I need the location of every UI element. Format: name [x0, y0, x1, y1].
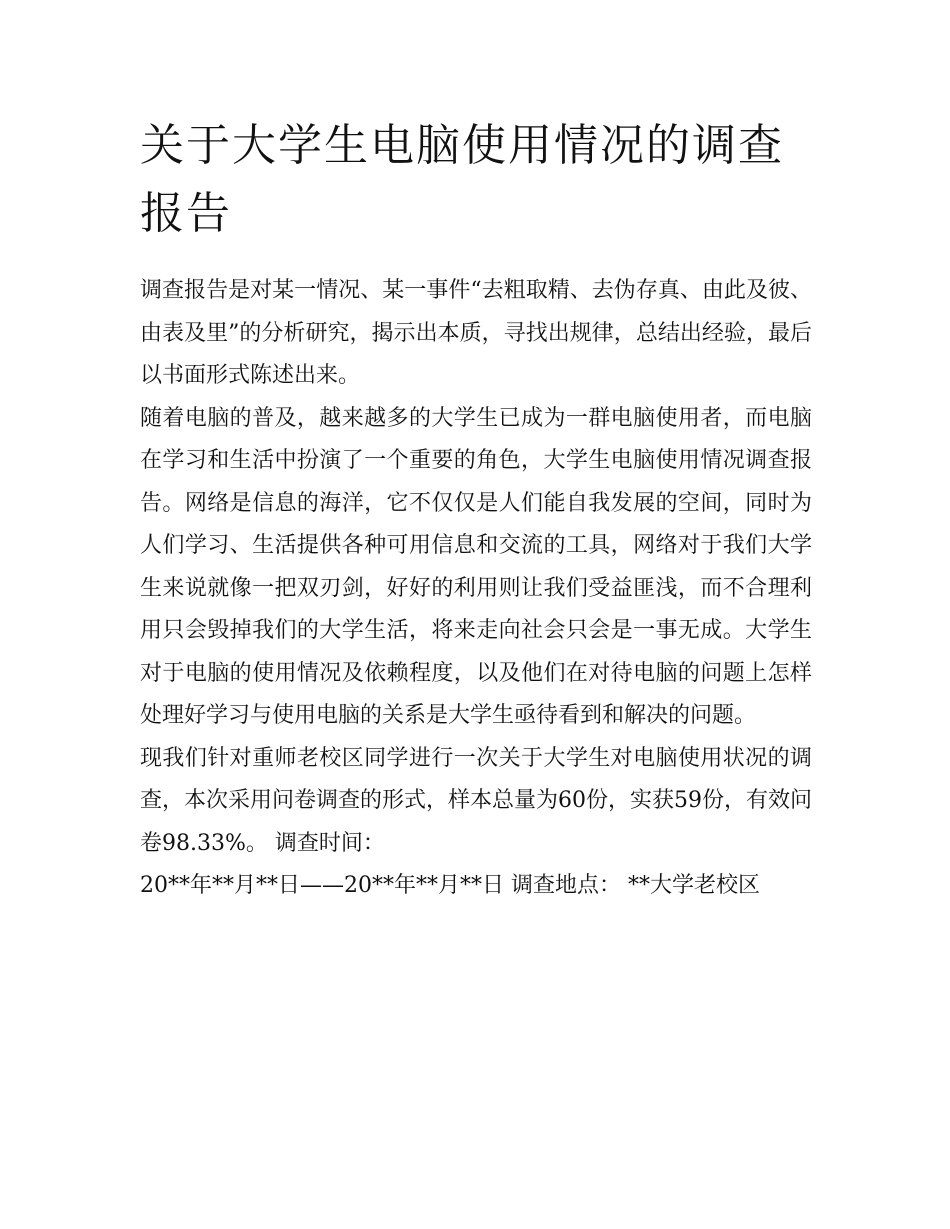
- paragraph-survey-time-place: 20**年**月**日——20**年**月**日 调查地点： **大学老校区: [140, 873, 760, 898]
- paragraph-definition: 调查报告是对某一情况、某一事件“去粗取精、去伪存真、由此及彼、由表及里”的分析研究，揭示出本质，寻找出规律，总结出经验，最后以书面形式陈述出来。: [140, 278, 812, 388]
- paragraph-background: 随着电脑的普及，越来越多的大学生已成为一群电脑使用者，而电脑在学习和生活中扮演了一个重要的角色，大学生电脑使用情况调查报告。网络是信息的海洋，它不仅仅是人们能自我发展的空间，同时为人们学习、生活提供各种可用信息和交流的工具，网络对于我们大学生来说就像一把双刃剑，好好的利用则让我们受益匪浅，而不合理利用只会毁掉我们的大学生活，将来走向社会只会是一事无成。大学生对于电脑的使用情况及依赖程度，以及他们在对待电脑的问题上怎样处理好学习与使用电脑的关系是大学生亟待看到和解决的问题。: [140, 405, 812, 728]
- document-page: [140, 112, 812, 908]
- document-body: [140, 270, 812, 908]
- paragraph-survey-method: 现我们针对重师老校区同学进行一次关于大学生对电脑使用状况的调查，本次采用问卷调查的形式，样本总量为60份，实获59份，有效问卷98.33%。 调查时间：: [140, 745, 812, 856]
- document-title: 关于大学生电脑使用情况的调查报告: [140, 120, 784, 239]
